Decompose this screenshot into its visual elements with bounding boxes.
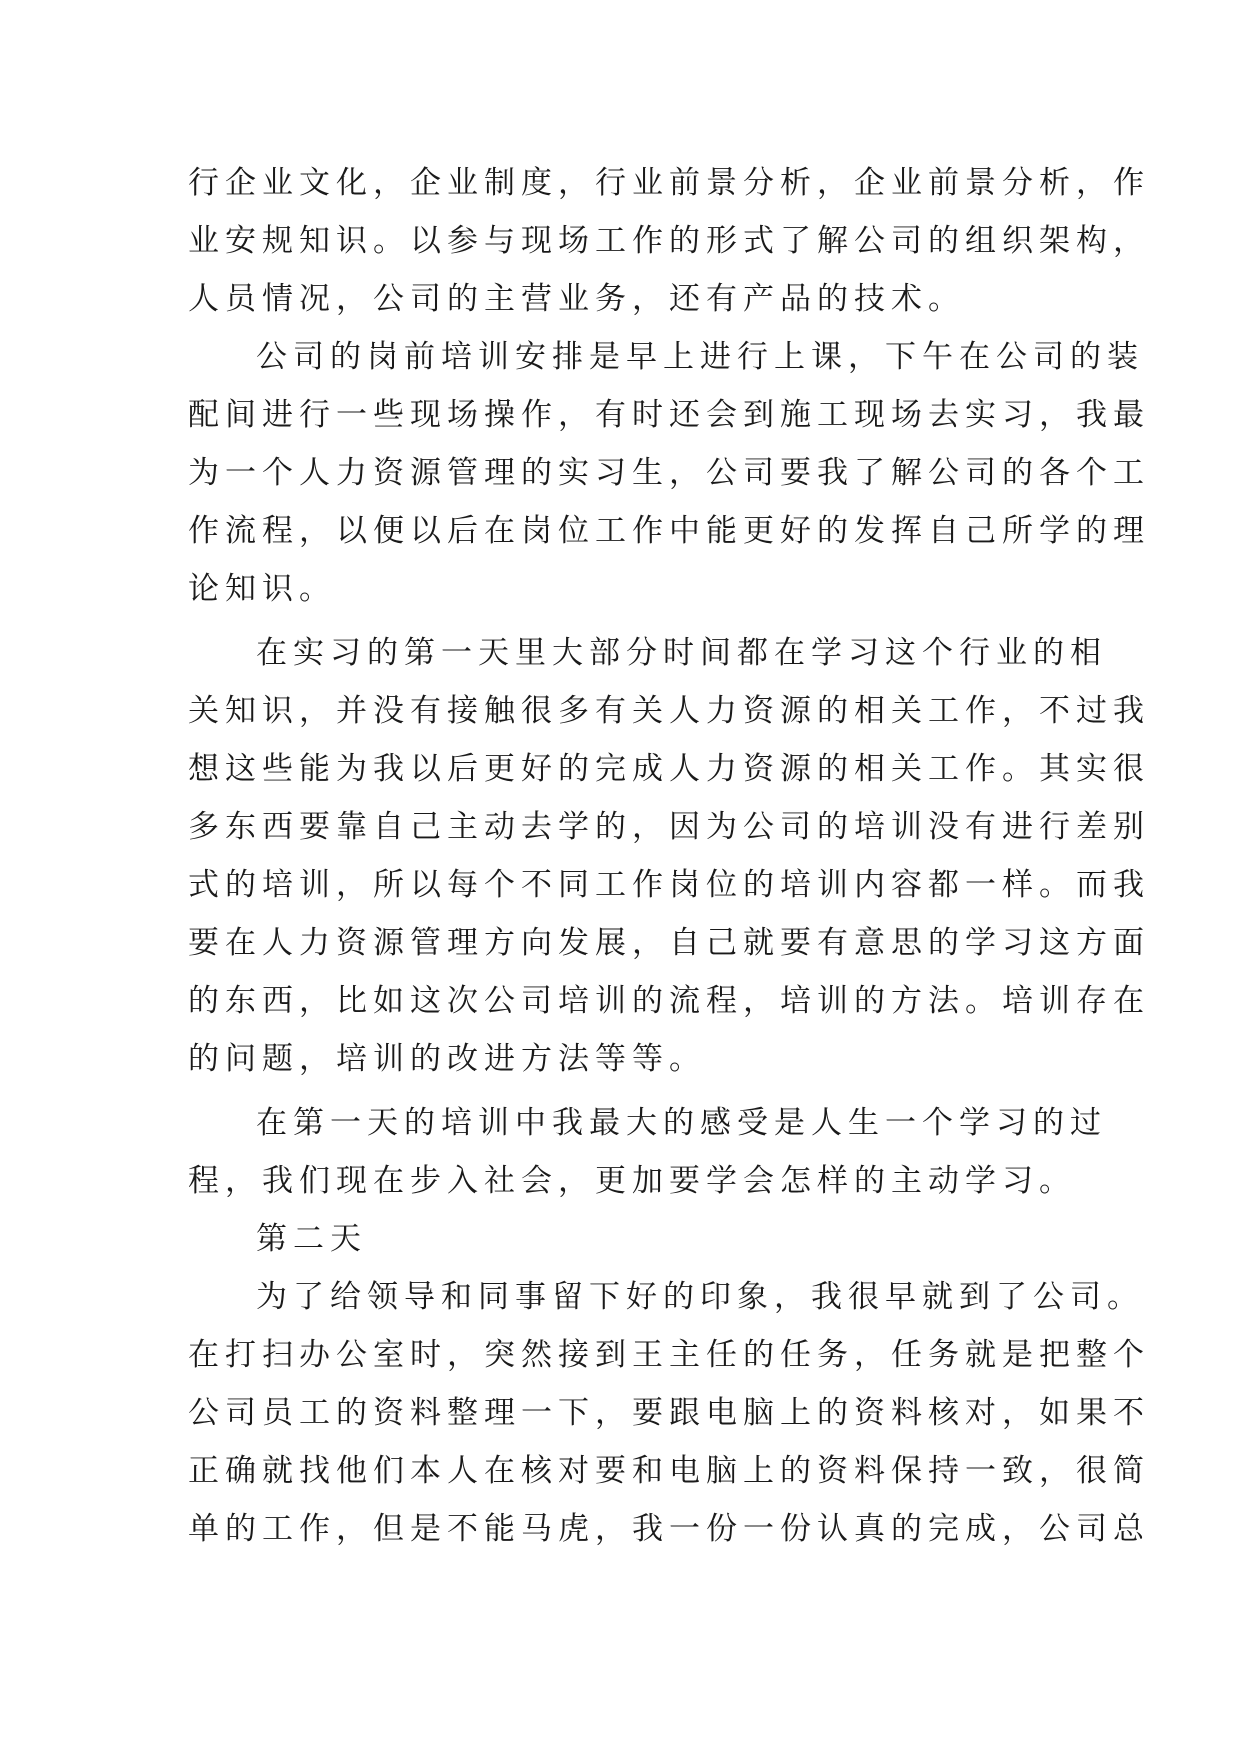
document-body [188, 154, 1150, 1558]
paragraph-first-line: 在实习的第一天里大部分时间都在学习这个行业的相 [256, 635, 1107, 671]
text-line: 作流程，以便以后在岗位工作中能更好的发挥自己所学的理 [188, 513, 1150, 549]
section-heading: 第二天 [256, 1221, 367, 1257]
text-line: 单的工作，但是不能马虎，我一份一份认真的完成，公司总 [188, 1511, 1150, 1547]
text-line: 想这些能为我以后更好的完成人力资源的相关工作。其实很 [188, 751, 1150, 787]
paragraph-first-line: 为了给领导和同事留下好的印象，我很早就到了公司。 [256, 1279, 1144, 1315]
text-line: 配间进行一些现场操作，有时还会到施工现场去实习，我最 [188, 397, 1150, 433]
text-line: 业安规知识。以参与现场工作的形式了解公司的组织架构， [188, 223, 1150, 259]
text-line: 在打扫办公室时，突然接到王主任的任务，任务就是把整个 [188, 1337, 1150, 1373]
text-line: 关知识，并没有接触很多有关人力资源的相关工作，不过我 [188, 693, 1150, 729]
text-line: 多东西要靠自己主动去学的，因为公司的培训没有进行差别 [188, 809, 1150, 845]
text-line: 程，我们现在步入社会，更加要学会怎样的主动学习。 [188, 1163, 1076, 1199]
paragraph-first-line: 在第一天的培训中我最大的感受是人生一个学习的过 [256, 1105, 1107, 1141]
text-line: 要在人力资源管理方向发展，自己就要有意思的学习这方面 [188, 925, 1150, 961]
text-line: 论知识。 [188, 571, 336, 607]
text-line: 人员情况，公司的主营业务，还有产品的技术。 [188, 281, 965, 317]
text-line: 公司员工的资料整理一下，要跟电脑上的资料核对，如果不 [188, 1395, 1150, 1431]
paragraph-first-line: 公司的岗前培训安排是早上进行上课，下午在公司的装 [256, 339, 1144, 375]
text-line: 的问题，培训的改进方法等等。 [188, 1041, 706, 1077]
text-line: 正确就找他们本人在核对要和电脑上的资料保持一致，很简 [188, 1453, 1150, 1489]
text-line: 的东西，比如这次公司培训的流程，培训的方法。培训存在 [188, 983, 1150, 1019]
text-line: 为一个人力资源管理的实习生，公司要我了解公司的各个工 [188, 455, 1150, 491]
text-line: 式的培训，所以每个不同工作岗位的培训内容都一样。而我 [188, 867, 1150, 903]
text-line: 行企业文化，企业制度，行业前景分析，企业前景分析，作 [188, 165, 1150, 201]
